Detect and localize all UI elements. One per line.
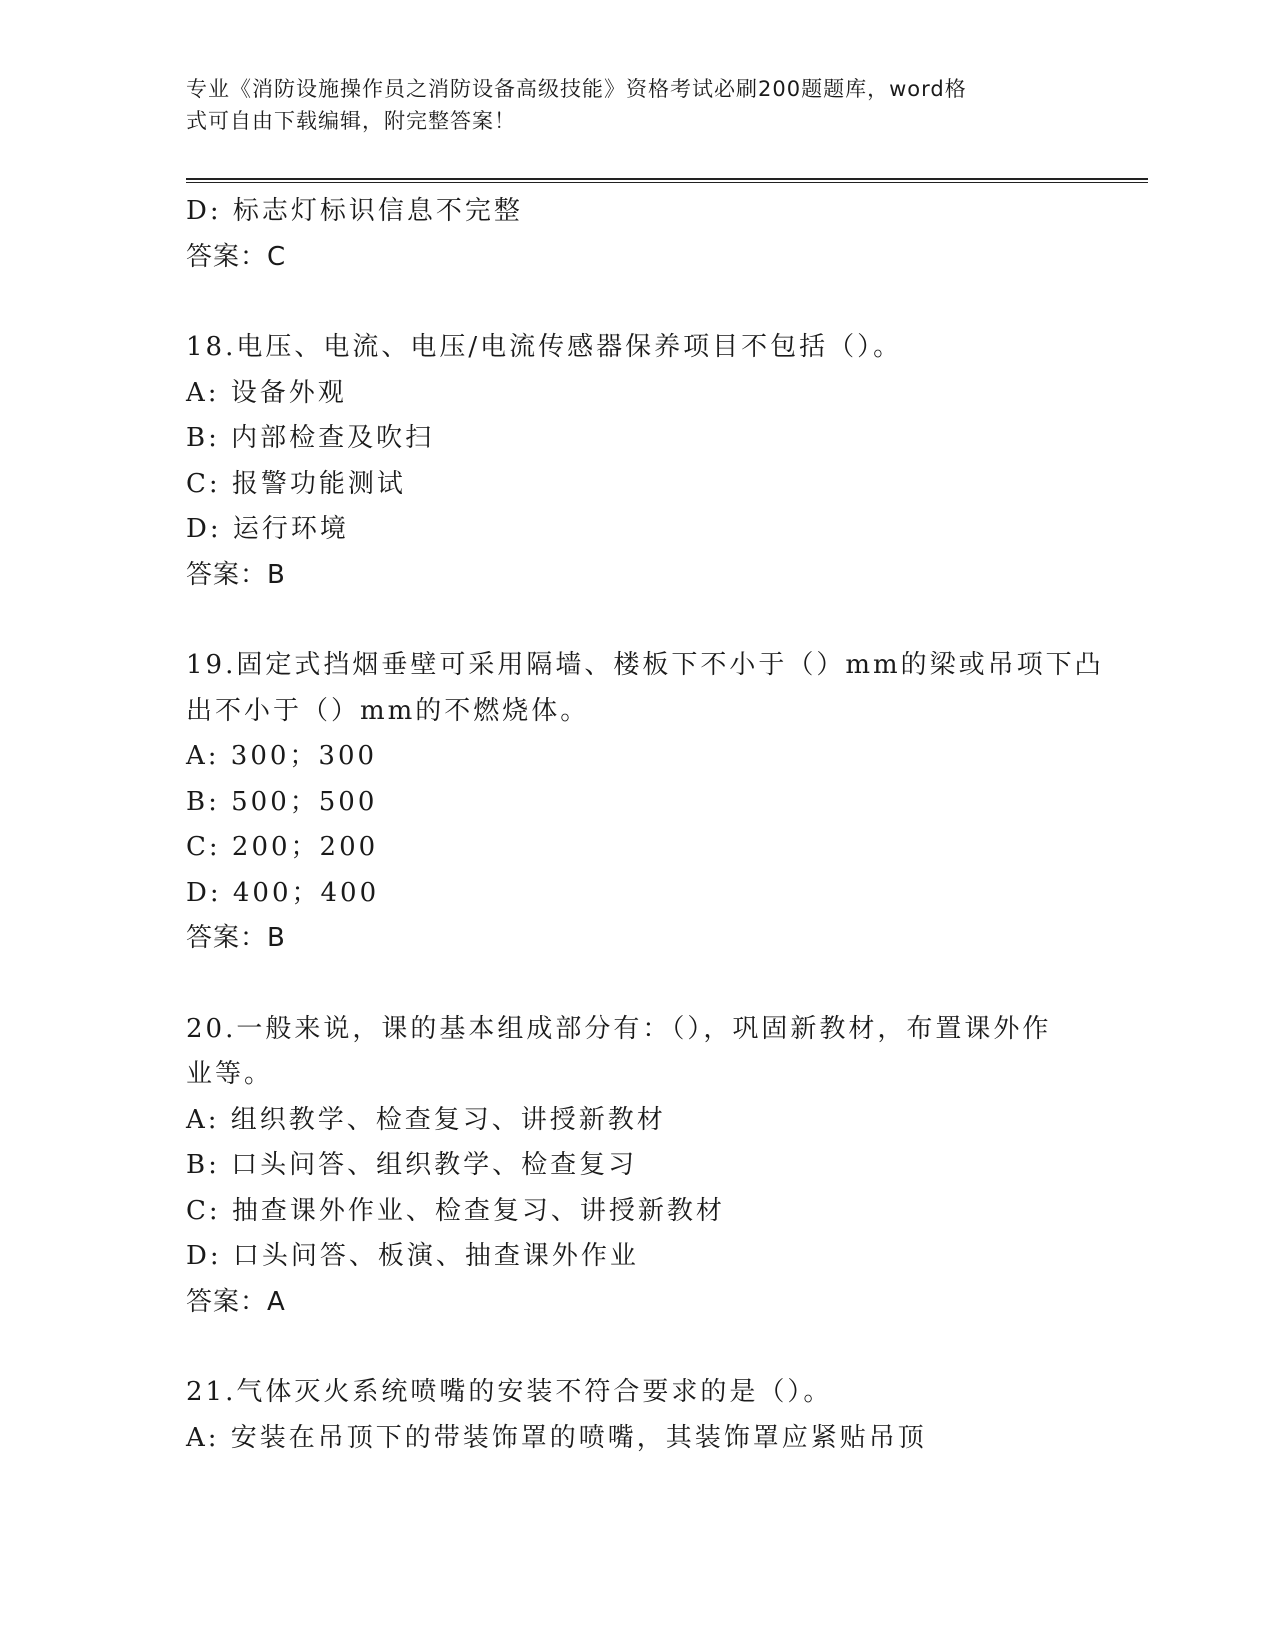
answer-line: 答案：B [186, 923, 286, 953]
header-rule-thin [186, 182, 1148, 183]
document-header [186, 73, 1086, 137]
answer-line: 答案：C [186, 241, 287, 272]
answer-line: 答案：A [186, 1286, 286, 1317]
option-c: C: 200；200 [186, 832, 379, 862]
question-stem-20-line-2: 业等。 [186, 1059, 274, 1089]
option-b: B: 500；500 [186, 786, 378, 817]
option-a: A: 安装在吊顶下的带装饰罩的喷嘴，其装饰罩应紧贴吊顶 [186, 1422, 927, 1453]
question-stem-19-line-2: 出不小于（）mm的不燃烧体。 [186, 695, 590, 726]
option-d: D: 标志灯标识信息不完整 [186, 196, 523, 226]
option-c: C: 抽查课外作业、检查复习、讲授新教材 [186, 1195, 725, 1226]
question-list [186, 189, 1104, 1461]
spacer [186, 962, 1086, 1007]
spacer [186, 598, 1086, 643]
option-b: B: 内部检查及吹扫 [186, 423, 435, 453]
option-b: B: 口头问答、组织教学、检查复习 [186, 1150, 638, 1180]
answer-line: 答案：B [186, 559, 286, 590]
header-line-1: 专业《消防设施操作员之消防设备高级技能》资格考试必刷200题题库，word格 [186, 77, 967, 101]
option-a: A: 组织教学、检查复习、讲授新教材 [186, 1104, 666, 1135]
option-d: D: 400；400 [186, 877, 380, 908]
spacer [186, 1325, 1086, 1370]
option-d: D: 运行环境 [186, 514, 349, 544]
question-stem-19-line-1: 19.固定式挡烟垂壁可采用隔墙、楼板下不小于（）mm的梁或吊项下凸 [186, 650, 1104, 680]
question-stem-21: 21.气体灭火系统喷嘴的安装不符合要求的是（）。 [186, 1377, 833, 1407]
option-c: C: 报警功能测试 [186, 468, 406, 499]
option-d: D: 口头问答、板演、抽查课外作业 [186, 1241, 639, 1271]
option-a: A: 300；300 [186, 741, 378, 771]
question-stem-18: 18.电压、电流、电压/电流传感器保养项目不包括（）。 [186, 332, 903, 362]
header-rule-thick [186, 178, 1148, 180]
option-a: A: 设备外观 [186, 377, 347, 408]
header-line-2: 式可自由下载编辑，附完整答案！ [186, 109, 516, 133]
spacer [186, 280, 1086, 325]
question-stem-20-line-1: 20.一般来说，课的基本组成部分有：（），巩固新教材，布置课外作 [186, 1013, 1052, 1044]
